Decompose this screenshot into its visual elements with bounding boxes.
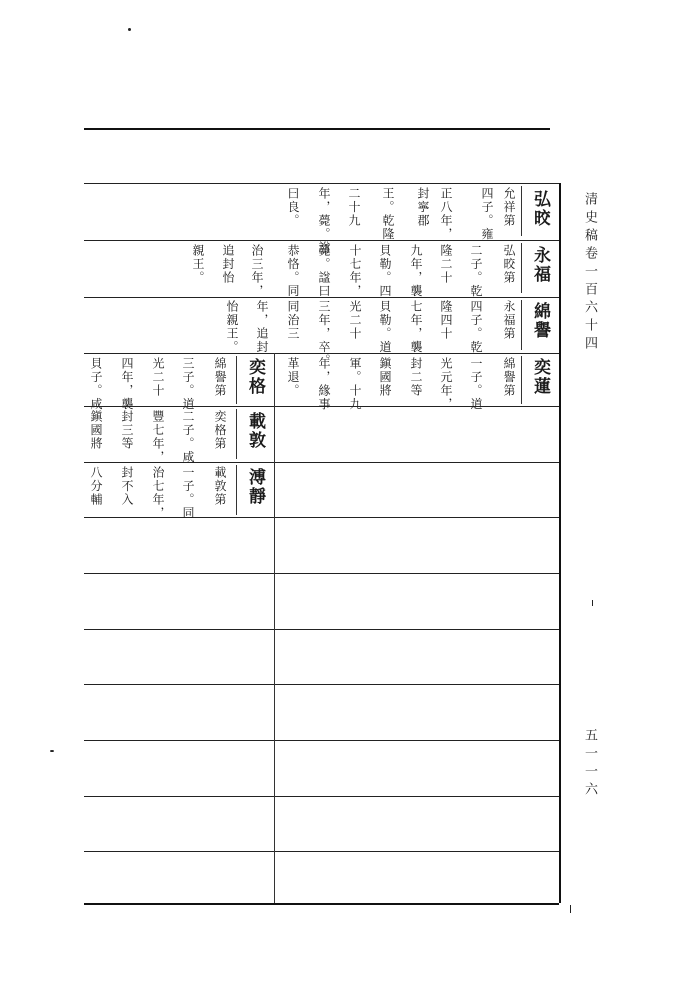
person-name: 溥靜 xyxy=(245,468,265,506)
name-bracket xyxy=(521,300,522,350)
row-line xyxy=(84,629,559,630)
person-name: 永福 xyxy=(530,246,550,284)
margin-tick xyxy=(592,600,593,606)
scan-speck xyxy=(128,28,131,31)
page-number: 五一一六 xyxy=(582,728,597,800)
row-line xyxy=(84,684,559,685)
right-frame xyxy=(559,183,561,903)
person-name: 奕蓮 xyxy=(530,358,550,396)
name-bracket xyxy=(521,356,522,404)
person-name: 綿譽 xyxy=(530,302,550,340)
person-name: 弘晈 xyxy=(530,190,550,228)
row-line xyxy=(84,740,559,741)
column-divider xyxy=(274,353,275,903)
row-line xyxy=(84,183,559,184)
name-bracket xyxy=(236,409,237,459)
person-name: 奕格 xyxy=(245,358,265,396)
scan-speck xyxy=(50,750,54,752)
name-bracket xyxy=(236,356,237,404)
person-name: 載敦 xyxy=(245,412,265,450)
name-bracket xyxy=(521,186,522,236)
bottom-rule xyxy=(84,903,559,905)
margin-tick xyxy=(570,905,571,913)
name-bracket xyxy=(521,243,522,293)
row-line xyxy=(84,851,559,852)
top-rule xyxy=(84,128,550,130)
row-line xyxy=(84,796,559,797)
row-line xyxy=(84,573,559,574)
book-title: 清史稿卷一百六十四 xyxy=(582,192,597,354)
name-bracket xyxy=(236,465,237,515)
